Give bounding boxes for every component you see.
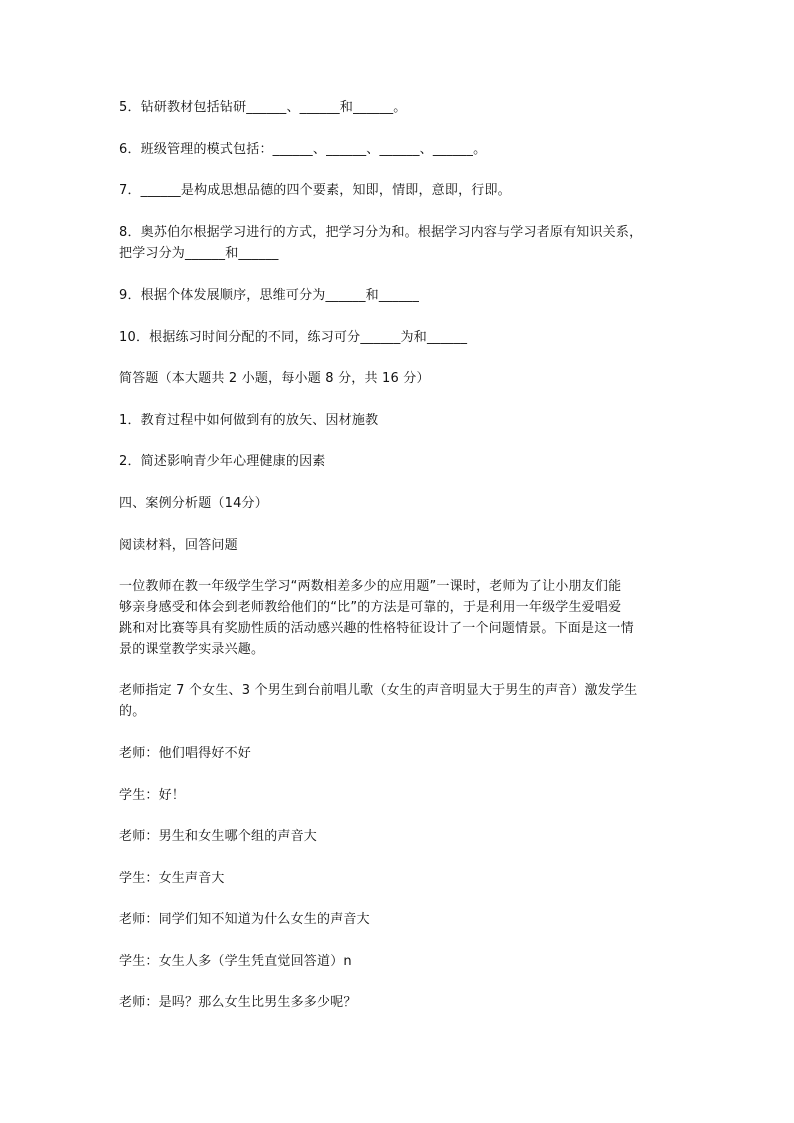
dialogue-line: 老师：男生和女生哪个组的声音大 [119, 829, 318, 844]
case-paragraph-2-line-2: 的。 [119, 704, 146, 719]
fill-in-question-5: 5．钻研教材包括钻研______、______和______。 [119, 100, 407, 115]
case-instruction: 阅读材料，回答问题 [119, 538, 238, 553]
fill-in-question-8-line-2: 把学习分为______和______ [119, 246, 279, 261]
fill-in-question-8-line-1: 8．奥苏伯尔根据学习进行的方式，把学习分为和。根据学习内容与学习者原有知识关系， [119, 225, 643, 240]
fill-in-question-6: 6．班级管理的模式包括：______、______、______、______。 [119, 142, 487, 157]
short-answer-heading: 简答题（本大题共 2 小题，每小题 8 分，共 16 分） [119, 371, 430, 386]
dialogue-line: 老师：同学们知不知道为什么女生的声音大 [119, 912, 370, 927]
case-paragraph-1-line-3: 跳和对比赛等具有奖励性质的活动感兴趣的性格特征设计了一个问题情景。下面是这一情 [119, 621, 634, 636]
dialogue-line: 学生：好！ [119, 788, 186, 803]
case-paragraph-1-line-2: 够亲身感受和体会到老师教给他们的“比”的方法是可靠的，于是利用一年级学生爱唱爱 [119, 600, 622, 615]
dialogue-line: 老师：是吗？那么女生比男生多多少呢？ [119, 995, 357, 1010]
dialogue-line: 学生：女生声音大 [119, 871, 225, 886]
case-paragraph-1-line-4: 景的课堂教学实录兴趣。 [119, 642, 265, 657]
dialogue-line: 老师：他们唱得好不好 [119, 746, 252, 761]
case-paragraph-2-line-1: 老师指定 7 个女生、3 个男生到台前唱儿歌（女生的声音明显大于男生的声音）激发学生 [119, 683, 638, 698]
fill-in-question-10: 10．根据练习时间分配的不同，练习可分______为和______ [119, 330, 468, 345]
short-answer-question-2: 2．简述影响青少年心理健康的因素 [119, 454, 326, 469]
fill-in-question-9: 9．根据个体发展顺序，思维可分为______和______ [119, 288, 420, 303]
fill-in-question-7: 7．______是构成思想品德的四个要素，知即，情即，意即，行即。 [119, 183, 511, 198]
case-paragraph-1-line-1: 一位教师在教一年级学生学习“两数相差多少的应用题”一课时，老师为了让小朋友们能 [119, 579, 622, 594]
short-answer-question-1: 1．教育过程中如何做到有的放矢、因材施教 [119, 413, 379, 428]
dialogue-line: 学生：女生人多（学生凭直觉回答道）n [119, 954, 352, 969]
case-analysis-heading: 四、案例分析题（14分） [119, 496, 268, 511]
